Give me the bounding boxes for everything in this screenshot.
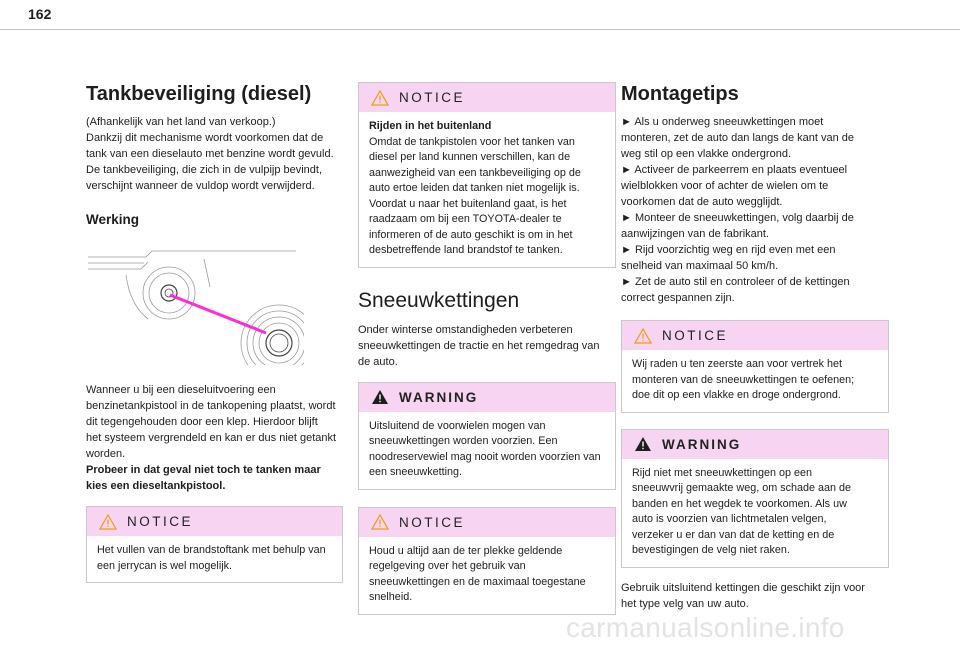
text-line: banden en het wegdek te voorkomen. Als uw <box>632 497 847 510</box>
tip-line: wielblokken voor of achter de wielen om te <box>621 180 829 192</box>
text-line: sneeuwkettingen de tractie en het remgedrag van <box>358 339 600 352</box>
subsection-title-operation: Werking <box>86 212 140 227</box>
tip-line: ► Activeer de parkeerrem en plaats eventueel <box>621 164 848 176</box>
text-line: een jerrycan is wel mogelijk. <box>97 559 233 572</box>
text-line: Gebruik uitsluitend kettingen die geschikt zijn voor <box>621 581 865 594</box>
text-line: sneeuwkettingen en de maximaal toegestane <box>369 575 586 588</box>
mounting-tips-list <box>621 114 889 306</box>
text-line: het type velg van uw auto. <box>621 597 749 610</box>
notice-body <box>359 537 615 614</box>
warning-triangle-icon <box>634 436 652 452</box>
caution-triangle-icon <box>99 514 117 530</box>
fuel-filler-illustration <box>86 245 304 365</box>
notice-header <box>359 83 615 112</box>
notice-label: NOTICE <box>127 514 194 529</box>
tip-line: weg stil op een vlakke ondergrond. <box>621 148 791 160</box>
text-line: benzinetankpistool in de tankopening plaatst, wordt <box>86 400 336 412</box>
closing-paragraph <box>621 580 889 612</box>
text-line: verschijnt wanneer de vuldop wordt verwijderd. <box>86 180 315 192</box>
caution-triangle-icon <box>634 328 652 344</box>
notice-box-regulations <box>358 507 616 615</box>
notice-label: NOTICE <box>399 514 466 530</box>
text-line: Wanneer u bij een dieseluitvoering een <box>86 384 276 396</box>
text-line: doe dit op een vlakke en droge ondergrond. <box>632 389 841 401</box>
warning-box <box>358 382 616 490</box>
text-line: sneeuwkettingen worden voorzien. Een <box>369 435 558 447</box>
tip-line: ► Monteer de sneeuwkettingen, volg daarbij de <box>621 212 854 224</box>
left-column <box>86 82 343 583</box>
text-line: Het vullen van de brandstoftank met behulp van <box>97 544 326 556</box>
notice-box <box>86 506 343 583</box>
warning-body <box>359 412 615 489</box>
text-line: aanwezigheid van een tankbeveiliging op de <box>369 166 581 179</box>
text-line: een sneeuwketting. <box>369 466 463 478</box>
notice-box-abroad <box>358 82 616 268</box>
watermark: carmanualsonline.info <box>566 612 845 643</box>
warning-label: WARNING <box>399 389 479 405</box>
section-title-mounting-tips: Montagetips <box>621 83 739 105</box>
warning-body <box>622 459 888 567</box>
text-line: sneeuwvrij gemaakte weg, om schade aan de <box>632 482 852 494</box>
notice-heading: Rijden in het buitenland <box>369 120 492 132</box>
text-line: worden. <box>86 448 126 460</box>
bold-text-line: kies een dieseltankpistool. <box>86 480 226 492</box>
notice-header <box>622 321 888 350</box>
right-column <box>621 82 889 612</box>
section-title-tank-protection: Tankbeveiliging (diesel) <box>86 83 312 105</box>
text-line: Omdat de tankpistolen voor het tanken van <box>369 135 575 148</box>
notice-box-practice <box>621 320 889 413</box>
text-line: snelheid. <box>369 591 413 603</box>
text-line: bevestigingen de velg niet raken. <box>632 544 790 556</box>
text-line: diesel per land kunnen verschillen, kan de <box>369 151 571 163</box>
tip-line: monteren, zet de auto dan langs de kant van de <box>621 132 854 144</box>
tip-line: snelheid van maximaal 50 km/h. <box>621 260 779 272</box>
warning-header <box>622 430 888 459</box>
section-title-snow-chains: Sneeuwkettingen <box>358 288 520 312</box>
notice-body <box>359 112 615 267</box>
tip-line: voorkomen dat de auto wegglijdt. <box>621 196 783 208</box>
snow-chains-intro <box>358 322 616 370</box>
bold-text-line: Probeer in dat geval niet toch te tanken maar <box>86 464 321 476</box>
tip-line: ► Rijd voorzichtig weg en rijd even met een <box>621 244 836 256</box>
warning-box-road <box>621 429 889 568</box>
text-line: Rijd niet met sneeuwkettingen op een <box>632 466 813 479</box>
tip-line: ► Als u onderweg sneeuwkettingen moet <box>621 116 824 128</box>
text-line: auto ertoe leiden dat tanken niet mogelijk is. <box>369 182 580 194</box>
text-line: (Afhankelijk van het land van verkoop.) <box>86 116 276 128</box>
warning-header <box>359 383 615 412</box>
text-line: Uitsluitend de voorwielen mogen van <box>369 419 546 432</box>
notice-header <box>359 508 615 537</box>
caution-triangle-icon <box>371 514 389 530</box>
text-line: Houd u altijd aan de ter plekke geldende <box>369 544 563 557</box>
text-line: Dankzij dit mechanisme wordt voorkomen dat de <box>86 132 324 144</box>
text-line: regelgeving over het gebruik van <box>369 560 526 572</box>
tip-line: aanwijzingen van de fabrikant. <box>621 228 769 240</box>
text-line: verzeker u er dan van dat de ketting en de <box>632 528 835 541</box>
text-line: het systeem vergrendeld en kan er dus niet getankt <box>86 432 337 444</box>
text-line: Voordat u naar het buitenland gaat, is het <box>369 197 567 210</box>
text-line: Wij raden u ten zeerste aan voor vertrek het <box>632 358 843 370</box>
middle-column <box>358 82 616 615</box>
warning-triangle-icon <box>371 389 389 405</box>
notice-label: NOTICE <box>662 328 729 343</box>
operation-paragraph <box>86 382 343 494</box>
text-line: auto is voorzien van lichtmetalen velgen, <box>632 513 827 525</box>
text-line: informeren of de auto geschikt is om in het <box>369 228 573 241</box>
tip-line: ► Zet de auto stil en controleer of de kettingen <box>621 276 850 288</box>
text-line: tank van een dieselauto met benzine wordt gevuld. <box>86 148 334 160</box>
tip-line: correct gespannen zijn. <box>621 292 735 304</box>
text-line: dit tegengehouden door een klep. Hierdoor blijft <box>86 416 318 428</box>
text-line: Onder winterse omstandigheden verbeteren <box>358 323 573 336</box>
text-line: desbetreffende land brandstof te tanken. <box>369 244 563 256</box>
notice-body <box>622 350 888 412</box>
text-line: raadzaam om bij een TOYOTA-dealer te <box>369 213 562 225</box>
text-line: monteren van de sneeuwkettingen te oefenen; <box>632 373 855 386</box>
text-line: noodreservewiel mag nooit worden voorzien van <box>369 450 601 463</box>
text-line: de auto. <box>358 355 398 368</box>
intro-paragraph <box>86 114 343 194</box>
header-rule <box>0 29 960 30</box>
caution-triangle-icon <box>371 90 389 106</box>
warning-label: WARNING <box>662 436 742 452</box>
text-line: De tankbeveiliging, die zich in de vulpijp bevindt, <box>86 164 323 176</box>
notice-body <box>87 536 342 582</box>
notice-label: NOTICE <box>399 90 466 105</box>
page-number: 162 <box>28 6 52 22</box>
notice-header <box>87 507 342 536</box>
